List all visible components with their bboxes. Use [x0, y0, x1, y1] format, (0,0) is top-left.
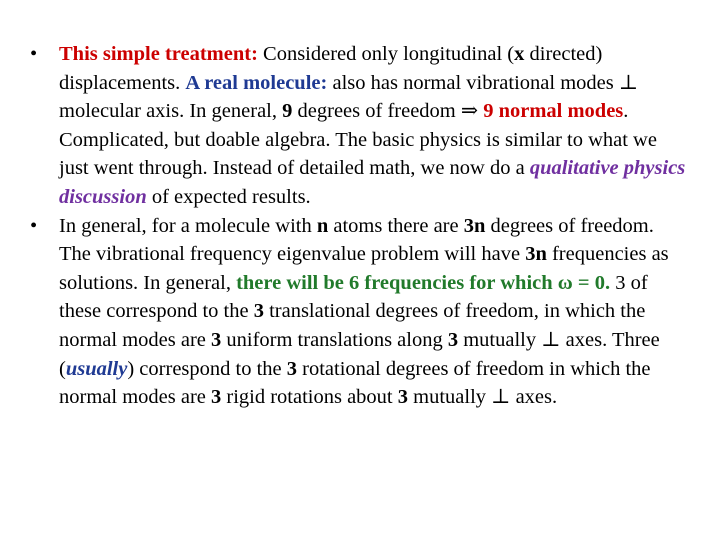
text-run: molecular axis. In general,	[59, 100, 283, 123]
text-run: mutually	[458, 328, 542, 351]
bullet-dot-icon: •	[30, 43, 38, 65]
text-run: axes.	[510, 386, 558, 409]
text-run: there will be 6 frequencies for which ω = 0.	[236, 271, 611, 294]
text-run: x	[514, 43, 525, 65]
text-run: degrees of freedom. The vibrational frequency eigenvalue problem will have	[59, 214, 654, 266]
text-run: usually	[65, 357, 128, 380]
text-run: ⊥	[618, 71, 639, 94]
text-run: uniform translations along	[221, 328, 448, 351]
text-run: 3n	[463, 214, 486, 237]
text-run: A real molecule:	[185, 71, 328, 94]
text-run: translational degrees of freedom, in which the normal modes are	[59, 300, 646, 351]
bullet-list	[30, 40, 690, 412]
text-run: atoms there are	[328, 214, 464, 237]
text-run: 3	[253, 300, 264, 323]
text-run: 9	[282, 100, 293, 123]
text-run: Considered only longitudinal (	[257, 43, 515, 65]
text-run: In general, for a molecule with	[59, 214, 317, 237]
text-run: degrees of freedom	[292, 100, 461, 123]
bullet-item	[30, 40, 690, 212]
text-run: 3 of these correspond to the	[59, 271, 648, 323]
text-run: ⊥	[541, 328, 561, 351]
bullet-text	[59, 43, 685, 208]
text-run: 3	[211, 328, 222, 351]
bullet-item	[30, 212, 690, 412]
text-run: n	[316, 214, 329, 237]
text-run: ⇒	[460, 100, 479, 123]
text-run: 3	[397, 386, 409, 409]
text-run: of expected results.	[146, 185, 311, 208]
text-run: 3	[447, 328, 459, 351]
text-run: frequencies as solutions. In general,	[59, 243, 669, 294]
text-run: 3	[211, 386, 222, 409]
text-run: . Complicated, but doable algebra. The basic physics is similar to what we just went through. Instead of detailed math, we now do a	[59, 100, 657, 180]
bullet-text	[59, 215, 669, 409]
text-run: qualitative physics discussion	[59, 157, 686, 208]
text-run: This simple treatment:	[59, 43, 258, 65]
text-run: ) correspond to the	[127, 357, 287, 380]
text-run: axes. Three (	[59, 328, 660, 380]
text-run: rotational degrees of freedom in which the normal modes are	[59, 357, 651, 409]
text-run: 9 normal modes	[478, 100, 624, 123]
text-run: rigid rotations about	[221, 386, 398, 409]
text-run: ⊥	[491, 386, 511, 409]
text-run: directed) displacements.	[59, 43, 603, 94]
text-run: mutually	[408, 386, 492, 409]
bullet-dot-icon: •	[30, 214, 38, 237]
text-run: 3	[286, 357, 298, 380]
text-run: also has normal vibrational modes	[327, 71, 619, 94]
text-run: 3n	[525, 243, 547, 266]
